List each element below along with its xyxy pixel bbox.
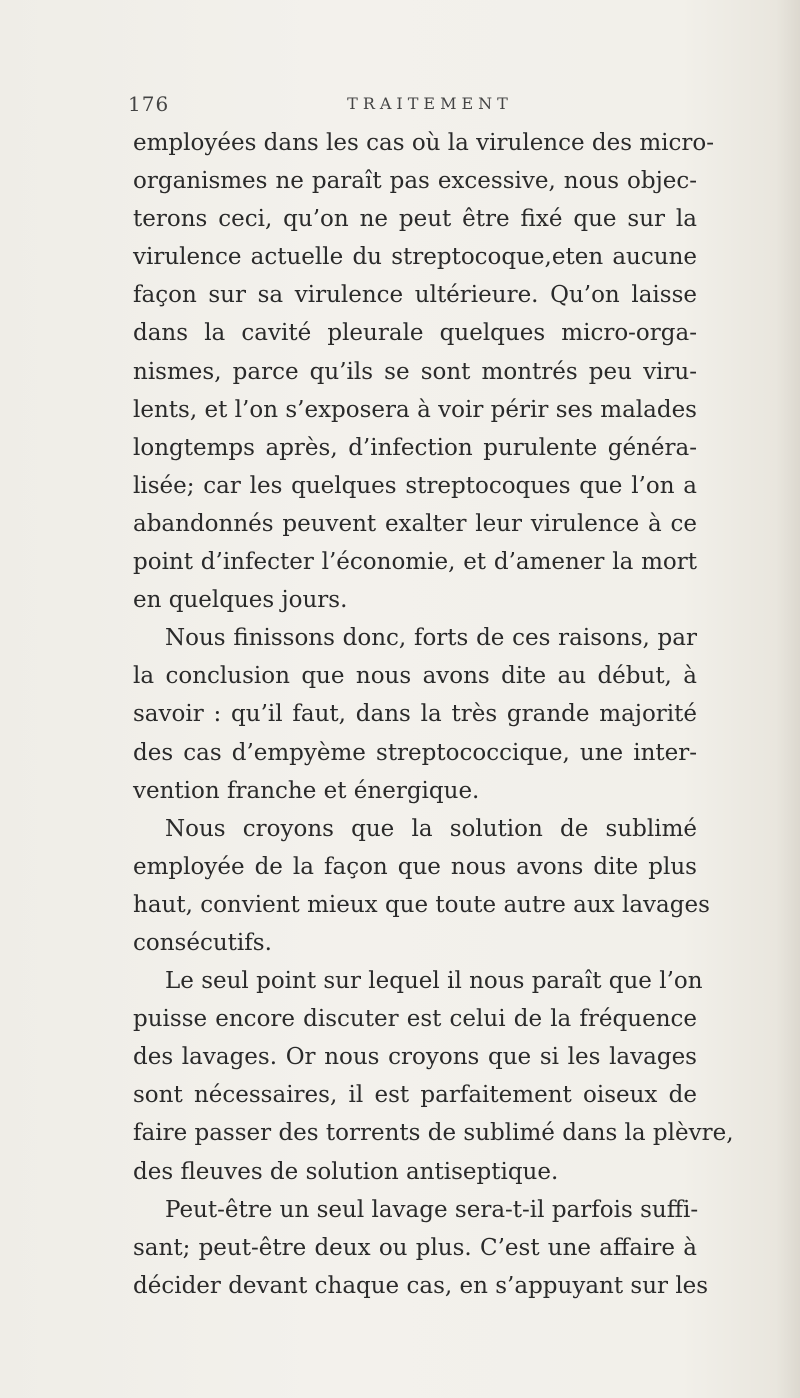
text-line: terons ceci, qu’on ne peut être fixé que sur la: [133, 206, 697, 233]
text-line: employées dans les cas où la virulence des micro-: [133, 130, 715, 156]
text-line: dans la cavité pleurale quelques micro-orga-: [133, 320, 697, 347]
text-line: vention franche et énergique.: [133, 777, 480, 804]
text-line: savoir : qu’il faut, dans la très grande majorité: [133, 701, 697, 728]
text-line: Peut-être un seul lavage sera-t-il parfois suffi-: [165, 1196, 699, 1223]
text-line: des fleuves de solution antiseptique.: [133, 1158, 559, 1185]
body-text: [133, 124, 734, 1305]
text-line: Nous finissons donc, forts de ces raisons, par: [165, 625, 697, 652]
text-line: haut, convient mieux que toute autre aux lavages: [133, 891, 710, 918]
text-line: des lavages. Or nous croyons que si les lavages: [133, 1044, 697, 1071]
text-line: façon sur sa virulence ultérieure. Qu’on laisse: [133, 282, 697, 309]
text-line: virulence actuelle du streptocoque,eten aucune: [133, 244, 697, 271]
text-line: longtemps après, d’infection purulente généra-: [133, 434, 697, 461]
text-line: employée de la façon que nous avons dite plus: [133, 853, 697, 880]
text-line: lents, et l’on s’exposera à voir périr ses malades: [133, 396, 697, 423]
text-line: point d’infecter l’économie, et d’amener la mort: [133, 549, 697, 576]
text-line: sant; peut-être deux ou plus. C’est une affaire à: [133, 1234, 697, 1261]
text-line: nismes, parce qu’ils se sont montrés peu viru-: [133, 358, 697, 385]
text-line: Nous croyons que la solution de sublimé: [165, 815, 697, 842]
text-line: des cas d’empyème streptococcique, une inter-: [133, 739, 697, 766]
text-line: organismes ne paraît pas excessive, nous objec-: [133, 168, 697, 195]
text-line: puisse encore discuter est celui de la fréquence: [133, 1006, 697, 1033]
running-title: TRAITEMENT: [347, 94, 513, 113]
text-line: faire passer des torrents de sublimé dans la plèvre,: [133, 1120, 734, 1147]
text-line: décider devant chaque cas, en s’appuyant sur les: [133, 1272, 709, 1299]
text-line: en quelques jours.: [133, 587, 348, 614]
text-line: abandonnés peuvent exalter leur virulence à ce: [133, 510, 697, 537]
running-head: [128, 92, 688, 122]
text-line: sont nécessaires, il est parfaitement oiseux de: [133, 1082, 697, 1109]
text-line: lisée; car les quelques streptocoques que l’on a: [133, 472, 697, 499]
page-number: 176: [128, 92, 170, 116]
text-line: Le seul point sur lequel il nous paraît que l’on: [165, 968, 703, 995]
text-line: la conclusion que nous avons dite au début, à: [133, 663, 697, 690]
text-line: consécutifs.: [133, 929, 272, 956]
